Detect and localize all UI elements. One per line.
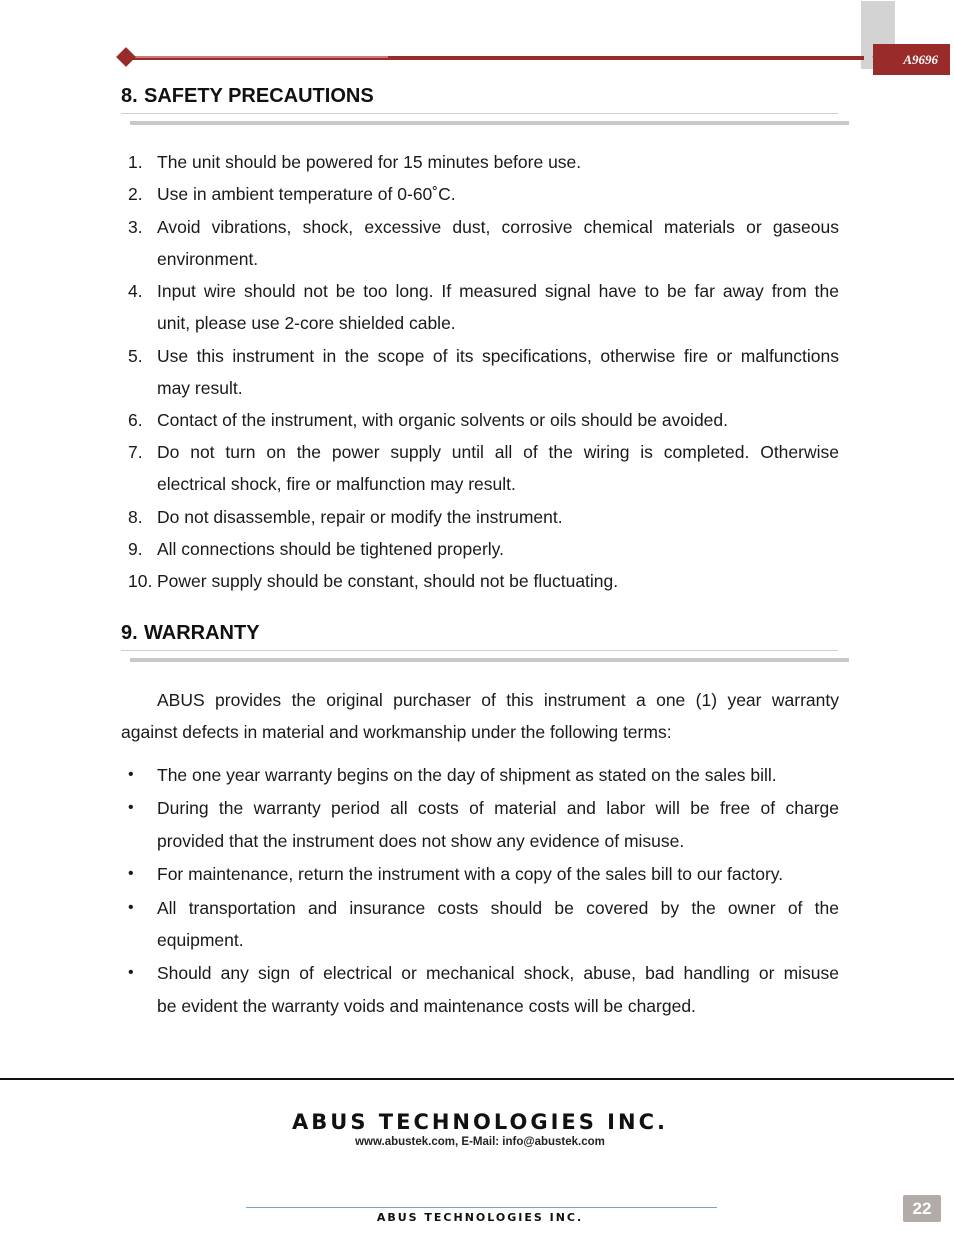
bullet-icon: • [128, 799, 134, 816]
section-heading-warranty [121, 622, 260, 645]
header-rule-highlight [128, 56, 388, 58]
item-number: 10. [128, 571, 153, 591]
bullet-text-continued: provided that the instrument does not show any evidence of misuse. [157, 831, 685, 851]
bullet-icon: • [128, 865, 134, 882]
item-number: 2. [128, 184, 143, 204]
item-text: Use in ambient temperature of 0-60˚C. [157, 184, 456, 204]
bullet-text: All transportation and insurance costs should be covered by the owner of the [157, 898, 839, 918]
footer-divider [246, 1207, 717, 1208]
item-text: Contact of the instrument, with organic solvents or oils should be avoided. [157, 410, 729, 430]
item-text-continued: unit, please use 2-core shielded cable. [157, 313, 456, 333]
item-text-continued: environment. [157, 249, 259, 269]
model-number: A9696 [903, 51, 938, 67]
bullet-text-continued: be evident the warranty voids and maintenance costs will be charged. [157, 996, 696, 1016]
section-title: WARRANTY [144, 622, 260, 644]
warranty-intro-continued: against defects in material and workmanship under the following terms: [121, 722, 672, 742]
item-text-continued: may result. [157, 378, 243, 398]
footer-company-logo: ABUS TECHNOLOGIES INC. [292, 1110, 668, 1134]
section-title: SAFETY PRECAUTIONS [144, 85, 374, 107]
bullet-text-continued: equipment. [157, 930, 244, 950]
warranty-intro: ABUS provides the original purchaser of this instrument a one (1) year warranty [157, 690, 839, 710]
item-text: All connections should be tightened properly. [157, 539, 504, 559]
item-number: 4. [128, 281, 143, 301]
bullet-text: The one year warranty begins on the day of shipment as stated on the sales bill. [157, 765, 777, 785]
item-text: The unit should be powered for 15 minutes before use. [157, 152, 582, 172]
bullet-text: Should any sign of electrical or mechanical shock, abuse, bad handling or misuse [157, 963, 839, 983]
item-number: 5. [128, 346, 143, 366]
item-text: Input wire should not be too long. If measured signal have to be far away from the [157, 281, 839, 301]
section-rule [121, 650, 838, 651]
footer-contact: www.abustek.com, E-Mail: info@abustek.com [355, 1136, 605, 1148]
item-text: Do not turn on the power supply until all of the wiring is completed. Otherwise [157, 442, 839, 462]
item-text: Use this instrument in the scope of its specifications, otherwise fire or malfunctions [157, 346, 839, 366]
page-number [903, 1195, 941, 1222]
footer-rule [0, 1078, 954, 1080]
item-number: 1. [128, 152, 143, 172]
bullet-icon: • [128, 964, 134, 981]
item-text: Do not disassemble, repair or modify the instrument. [157, 507, 563, 527]
footer-company-name: ABUS TECHNOLOGIES INC. [376, 1211, 584, 1224]
section-heading-safety [121, 85, 374, 108]
item-number: 9. [128, 539, 143, 559]
section-rule-thick [130, 121, 849, 125]
section-number: 9. [121, 622, 138, 644]
section-number: 8. [121, 85, 138, 107]
item-text: Power supply should be constant, should not be fluctuating. [157, 571, 619, 591]
page-number-text: 22 [912, 1198, 932, 1218]
section-rule-thick [130, 658, 849, 662]
item-text: Avoid vibrations, shock, excessive dust, corrosive chemical materials or gaseous [157, 217, 839, 237]
bullet-icon: • [128, 899, 134, 916]
bullet-text: During the warranty period all costs of material and labor will be free of charge [157, 798, 839, 818]
model-badge [873, 44, 950, 75]
item-number: 6. [128, 410, 143, 430]
item-number: 8. [128, 507, 143, 527]
bullet-icon: • [128, 766, 134, 783]
header-diamond-icon [116, 47, 136, 67]
item-number: 7. [128, 442, 143, 462]
item-text-continued: electrical shock, fire or malfunction may result. [157, 474, 516, 494]
bullet-text: For maintenance, return the instrument with a copy of the sales bill to our factory. [157, 864, 784, 884]
section-rule [121, 113, 838, 114]
item-number: 3. [128, 217, 143, 237]
